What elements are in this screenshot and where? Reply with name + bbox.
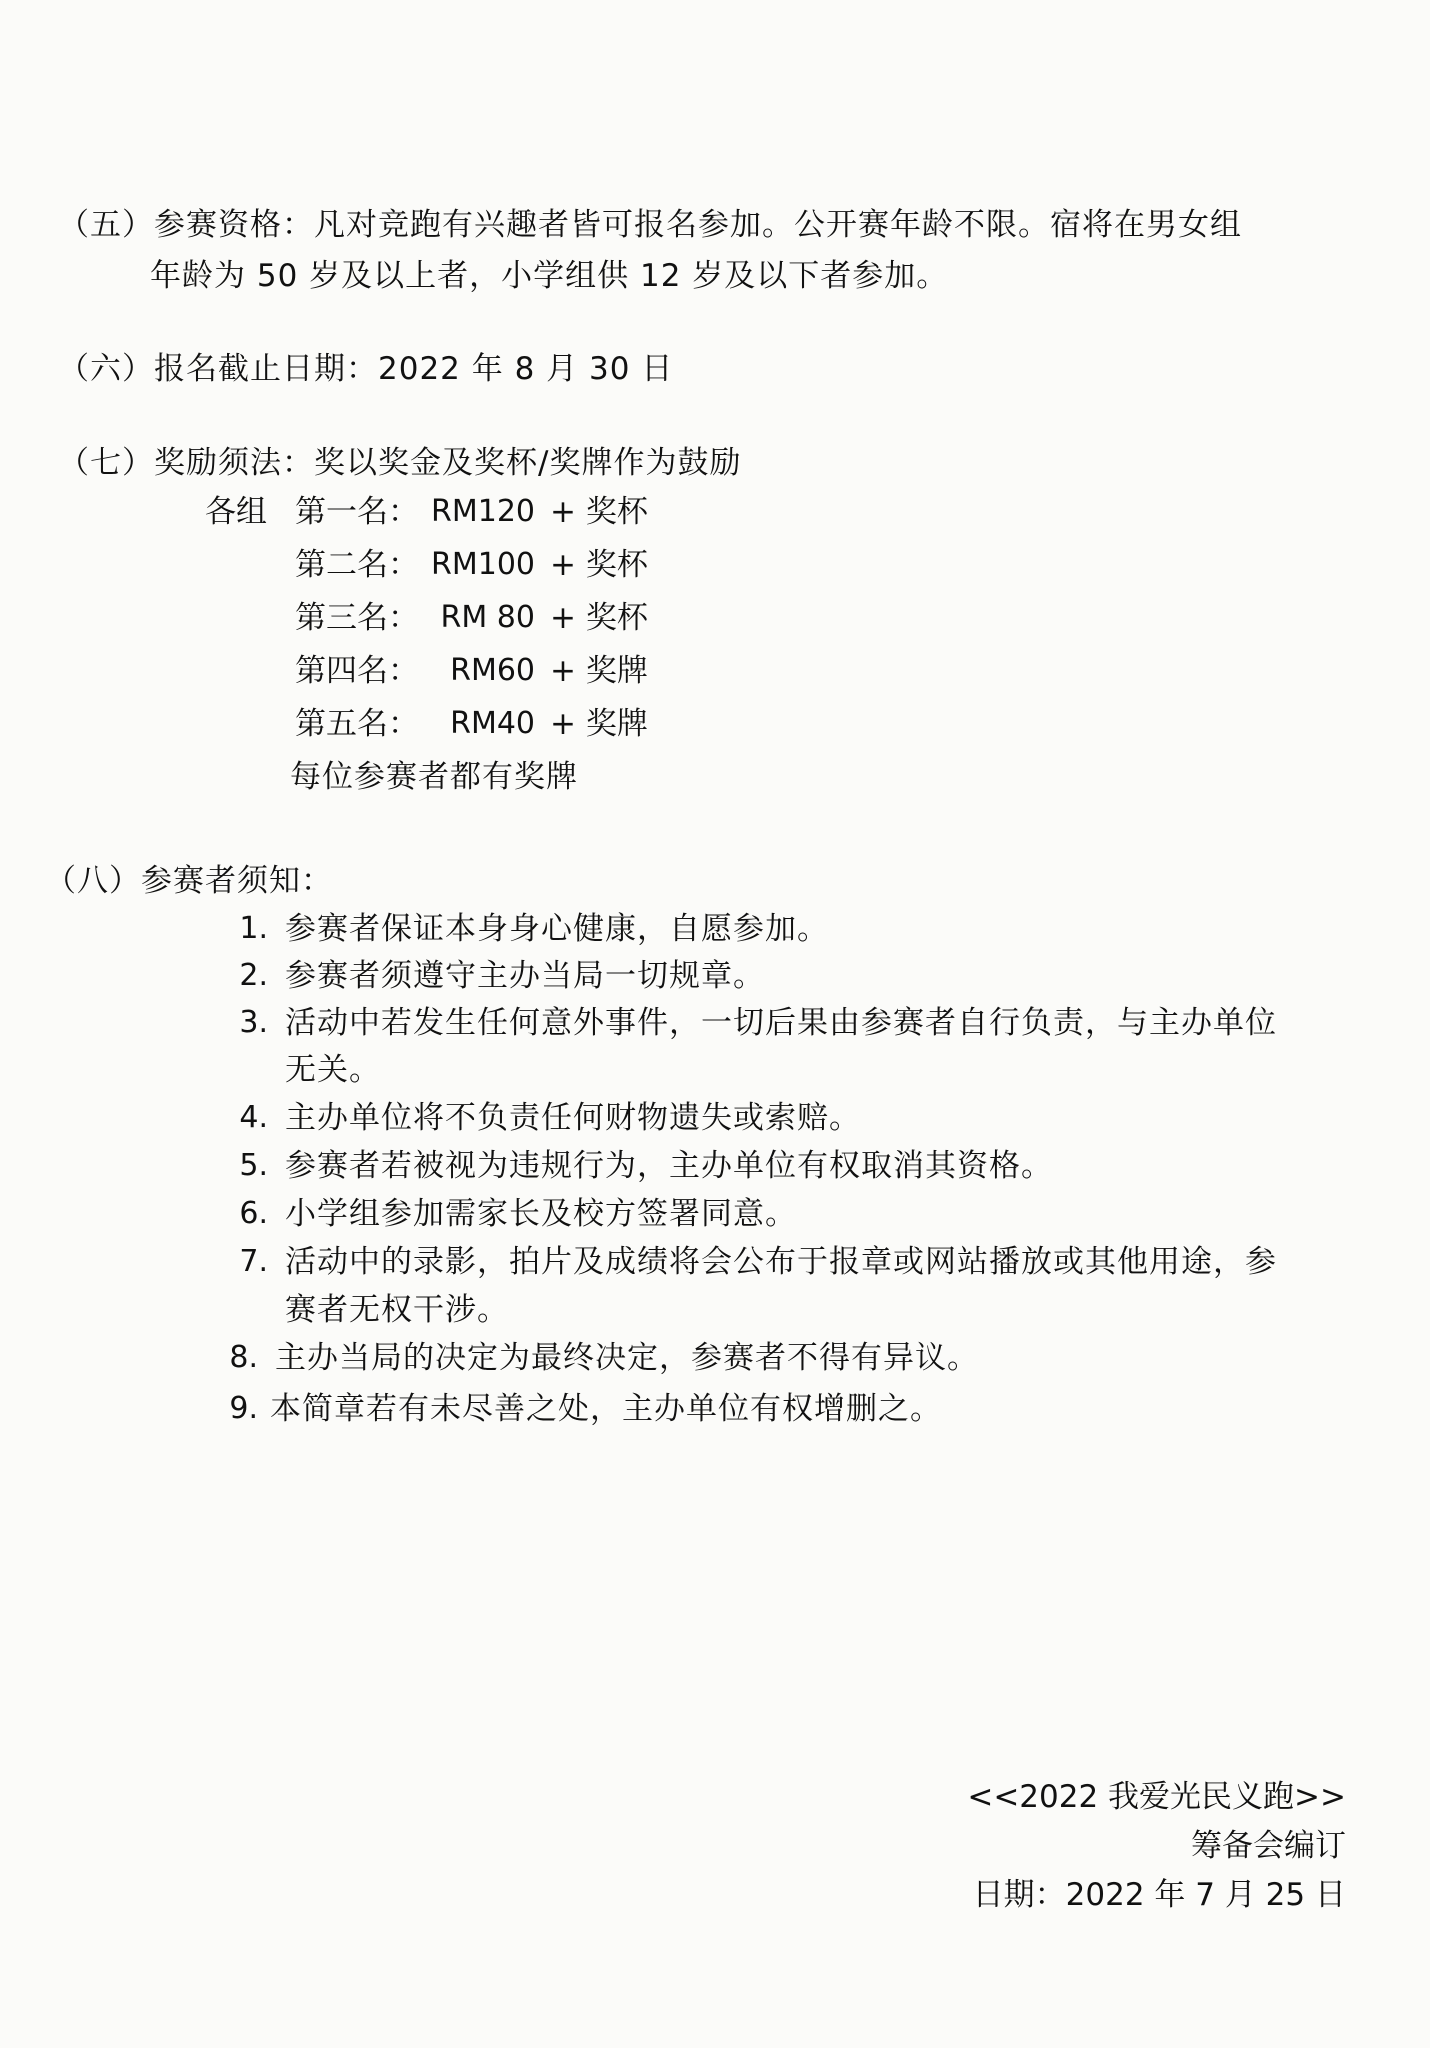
prize-note: 每位参赛者都有奖牌 bbox=[290, 759, 578, 795]
list-item-continuation: 赛者无权干涉。 bbox=[285, 1292, 509, 1328]
prize-reward: + 奖杯 bbox=[550, 600, 648, 636]
prize-rank: 第三名： bbox=[295, 600, 419, 636]
prize-group-label: 各组 bbox=[205, 494, 267, 530]
list-item: 参赛者若被视为违规行为，主办单位有权取消其资格。 bbox=[285, 1148, 1053, 1184]
footer-compiled-by: 筹备会编订 bbox=[1191, 1828, 1346, 1864]
list-item-number: 2. bbox=[239, 958, 268, 993]
prize-reward: + 奖牌 bbox=[550, 653, 648, 689]
list-item: 主办当局的决定为最终决定，参赛者不得有异议。 bbox=[275, 1340, 979, 1376]
prize-rank: 第二名： bbox=[295, 547, 419, 583]
prize-reward: + 奖杯 bbox=[550, 494, 648, 530]
list-item: 主办单位将不负责任何财物遗失或索赔。 bbox=[285, 1100, 861, 1136]
list-item-number: 5. bbox=[239, 1148, 268, 1183]
section6-line1: （六）报名截止日期：2022 年 8 月 30 日 bbox=[58, 351, 674, 387]
prize-rank: 第五名： bbox=[295, 706, 419, 742]
list-item: 活动中若发生任何意外事件，一切后果由参赛者自行负责，与主办单位 bbox=[285, 1005, 1277, 1041]
list-item-number: 1. bbox=[239, 911, 268, 946]
list-item-number: 6. bbox=[239, 1196, 268, 1231]
list-item-continuation: 无关。 bbox=[285, 1052, 381, 1088]
list-item: 参赛者须遵守主办当局一切规章。 bbox=[285, 958, 765, 994]
list-item: 小学组参加需家长及校方签署同意。 bbox=[285, 1196, 797, 1232]
section5-line1: （五）参赛资格：凡对竞跑有兴趣者皆可报名参加。公开赛年龄不限。宿将在男女组 bbox=[58, 207, 1242, 243]
prize-reward: + 奖杯 bbox=[550, 547, 648, 583]
section8-heading: （八）参赛者须知： bbox=[45, 863, 333, 899]
prize-amount: RM120 bbox=[431, 494, 535, 529]
prize-rank: 第一名： bbox=[295, 494, 419, 530]
footer-date: 日期：2022 年 7 月 25 日 bbox=[972, 1877, 1346, 1913]
section5-line2: 年龄为 50 岁及以上者，小学组供 12 岁及以下者参加。 bbox=[150, 258, 949, 294]
list-item: 参赛者保证本身身心健康，自愿参加。 bbox=[285, 911, 829, 947]
list-item-number: 9. bbox=[229, 1391, 258, 1426]
list-item-number: 3. bbox=[239, 1005, 268, 1040]
list-item: 活动中的录影，拍片及成绩将会公布于报章或网站播放或其他用途，参 bbox=[285, 1244, 1277, 1280]
prize-amount: RM 80 bbox=[440, 600, 535, 635]
prize-amount: RM60 bbox=[450, 653, 535, 688]
list-item-number: 8. bbox=[229, 1340, 258, 1375]
prize-amount: RM100 bbox=[431, 547, 535, 582]
prize-amount: RM40 bbox=[450, 706, 535, 741]
footer-event-name: <<2022 我爱光民义跑>> bbox=[967, 1779, 1346, 1815]
prize-rank: 第四名： bbox=[295, 653, 419, 689]
list-item-number: 7. bbox=[239, 1244, 268, 1279]
list-item: 本简章若有未尽善之处，主办单位有权增删之。 bbox=[270, 1391, 942, 1427]
section7-heading: （七）奖励须法：奖以奖金及奖杯/奖牌作为鼓励 bbox=[58, 445, 742, 481]
prize-reward: + 奖牌 bbox=[550, 706, 648, 742]
list-item-number: 4. bbox=[239, 1100, 268, 1135]
